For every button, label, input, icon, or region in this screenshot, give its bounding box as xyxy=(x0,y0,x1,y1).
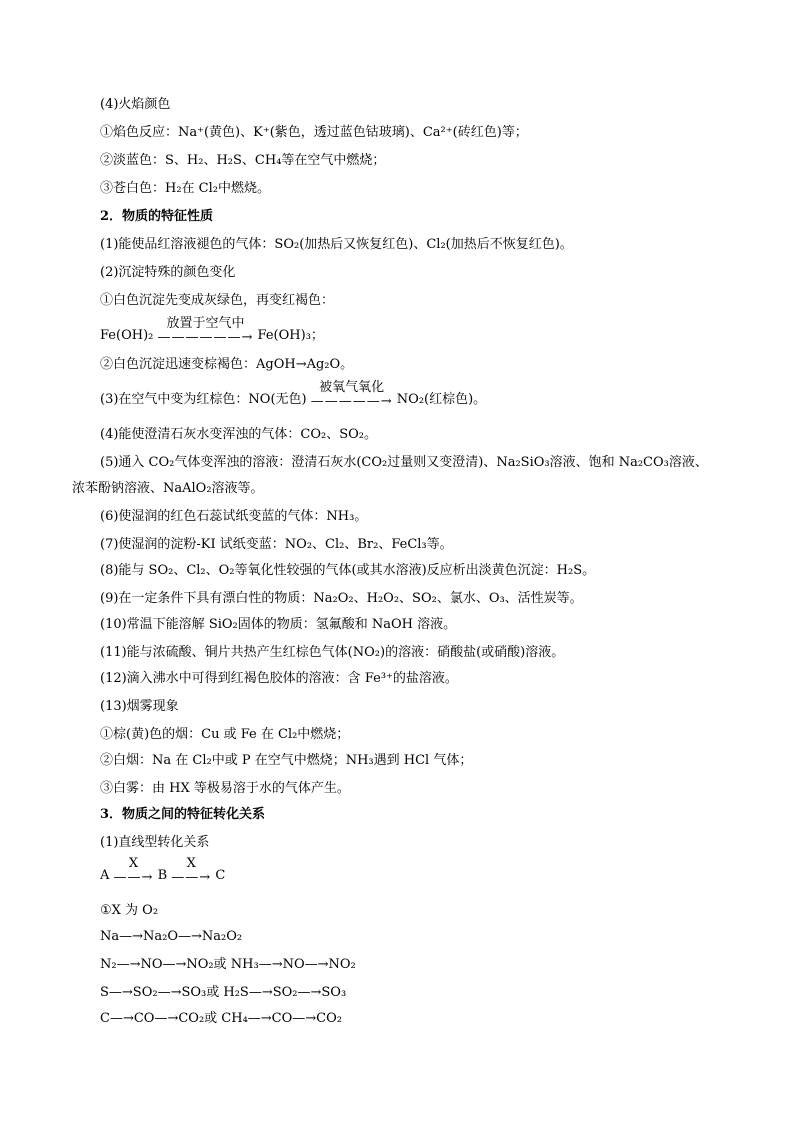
s-chain-line: S—→SO₂—→SO₃或 H₂S—→SO₂—→SO₃ xyxy=(100,985,347,1000)
arrow-line: —————→ xyxy=(310,394,393,409)
arrow-line: ——————→ xyxy=(157,330,254,345)
co2-solution-line-cont: 浓苯酚钠溶液、NaAlO₂溶液等。 xyxy=(72,481,264,496)
no-equation xyxy=(100,380,754,408)
limewater-gas-line: (4)能使澄清石灰水变浑浊的气体：CO₂、SO₂。 xyxy=(100,427,378,442)
no-reactant: (3)在空气中变为红棕色：NO(无色) xyxy=(100,392,307,407)
no2-product: NO₂(红棕色)。 xyxy=(396,392,487,407)
scheme-arrow-1 xyxy=(114,856,154,884)
bleaching-substance-line: (9)在一定条件下具有漂白性的物质：Na₂O₂、H₂O₂、SO₂、氯水、O₃、活性炭等。 xyxy=(100,591,583,606)
white-smoke-line: ②白烟：Na 在 Cl₂中或 P 在空气中燃烧；NH₃遇到 HCl 气体； xyxy=(100,753,473,768)
abc-scheme xyxy=(100,856,754,884)
x-is-o2-line: ①X 为 O₂ xyxy=(100,903,159,918)
feoh2-equation xyxy=(100,316,754,344)
litmus-line: (6)使湿润的红色石蕊试纸变蓝的气体：NH₃。 xyxy=(100,509,368,524)
bleaching-gas-line: (1)能使品红溶液褪色的气体：SO₂(加热后又恢复红色)、Cl₂(加热后不恢复红色)。 xyxy=(100,237,573,252)
scheme-a: A xyxy=(100,868,110,883)
c-chain-line: C—→CO—→CO₂或 CH₄—→CO—→CO₂ xyxy=(100,1011,342,1026)
pale-white-line: ③苍白色：H₂在 Cl₂中燃烧。 xyxy=(100,181,270,196)
feoh2-reactant: Fe(OH)₂ xyxy=(100,328,154,343)
linear-conversion-heading: (1)直线型转化关系 xyxy=(100,835,210,850)
white-fog-line: ③白雾：由 HX 等极易溶于水的气体产生。 xyxy=(100,781,350,796)
flame-color-heading: (4)火焰颜色 xyxy=(100,97,171,112)
arrow-condition: 放置于空气中 xyxy=(166,316,245,331)
feoh3-product: Fe(OH)₃； xyxy=(257,328,324,343)
agoh-line: ②白色沉淀迅速变棕褐色：AgOH→Ag₂O。 xyxy=(100,357,354,372)
na-chain-line: Na—→Na₂O—→Na₂O₂ xyxy=(100,929,243,944)
arrow-condition: X xyxy=(128,856,139,871)
co2-solution-line: (5)通入 CO₂气体变浑浊的溶液：澄清石灰水(CO₂过量则又变澄清)、Na₂SiO₃溶液、饱和 Na₂CO₃溶液、 xyxy=(100,455,708,470)
section-3-heading: 3．物质之间的特征转化关系 xyxy=(100,807,266,822)
scheme-b: B xyxy=(157,868,168,883)
smoke-heading: (13)烟雾现象 xyxy=(100,699,179,714)
flame-reaction-line: ①焰色反应：Na⁺(黄色)、K⁺(紫色，透过蓝色钴玻璃)、Ca²⁺(砖红色)等； xyxy=(100,125,528,140)
sio2-line: (10)常温下能溶解 SiO₂固体的物质：氢氟酸和 NaOH 溶液。 xyxy=(100,617,457,632)
white-precipitate-line: ①白色沉淀先变成灰绿色，再变红褐色： xyxy=(100,293,335,308)
precipitate-color-heading: (2)沉淀特殊的颜色变化 xyxy=(100,265,236,280)
colloid-line: (12)滴入沸水中可得到红褐色胶体的溶液：含 Fe³⁺的盐溶液。 xyxy=(100,671,458,686)
n-chain-line: N₂—→NO—→NO₂或 NH₃—→NO—→NO₂ xyxy=(100,957,356,972)
scheme-arrow-2 xyxy=(171,856,211,884)
arrow-line: ——→ xyxy=(113,870,154,885)
nitrate-line: (11)能与浓硫酸、铜片共热产生红棕色气体(NO₂)的溶液：硝酸盐(或硝酸)溶液。 xyxy=(100,645,565,660)
light-blue-line: ②淡蓝色：S、H₂、H₂S、CH₄等在空气中燃烧； xyxy=(100,153,386,168)
arrow-condition: 被氧气氧化 xyxy=(319,380,385,395)
arrow-condition: X xyxy=(186,856,196,871)
h2s-line: (8)能与 SO₂、Cl₂、O₂等氧化性较强的气体(或其水溶液)反应析出淡黄色沉淀：H₂S。 xyxy=(100,563,596,578)
brown-smoke-line: ①棕(黄)色的烟：Cu 或 Fe 在 Cl₂中燃烧； xyxy=(100,727,350,742)
scheme-c: C xyxy=(215,868,226,883)
equation-arrow xyxy=(158,316,254,344)
equation-arrow xyxy=(311,380,393,408)
arrow-line: ——→ xyxy=(171,870,212,885)
section-2-heading: 2．物质的特征性质 xyxy=(100,209,214,224)
starch-ki-line: (7)使湿润的淀粉-KI 试纸变蓝：NO₂、Cl₂、Br₂、FeCl₃等。 xyxy=(100,537,453,552)
